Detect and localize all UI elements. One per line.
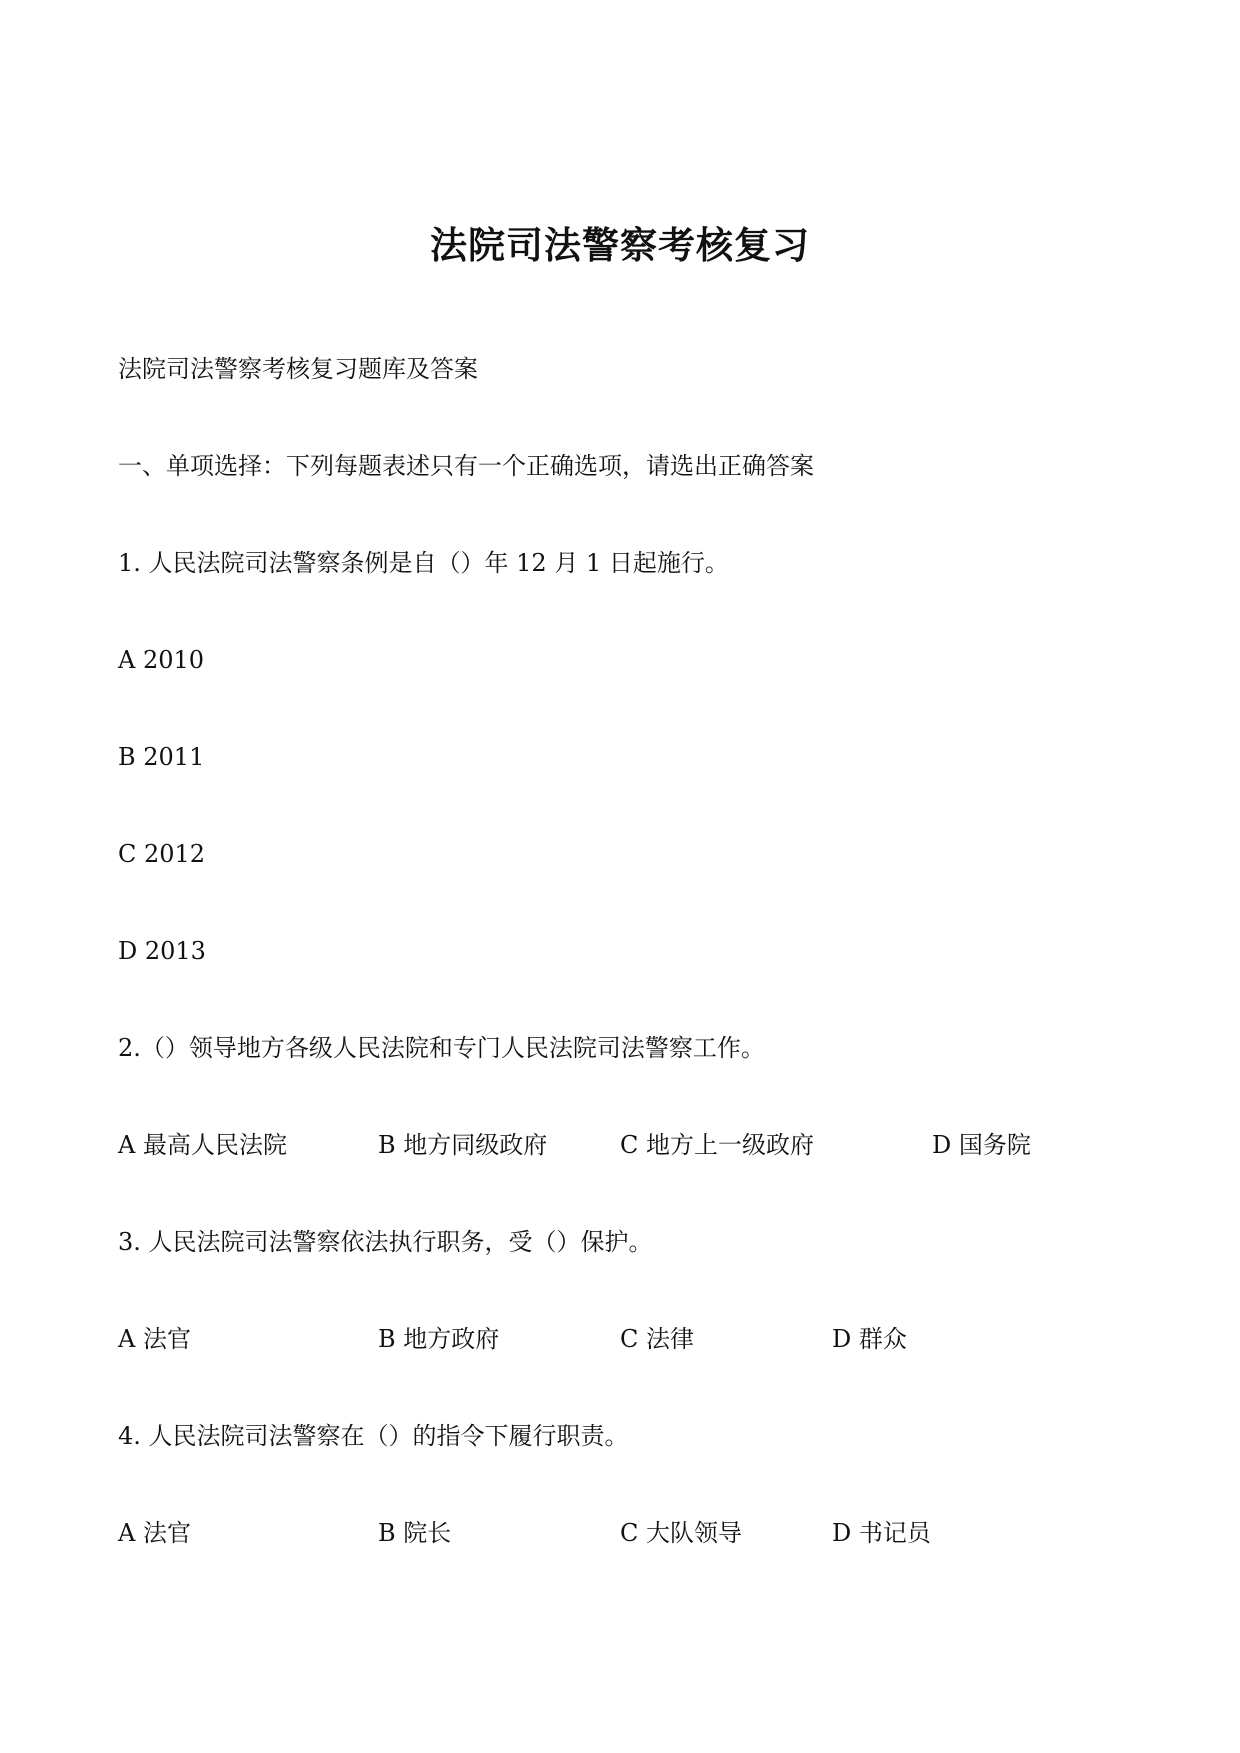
question-2-option-d: D 国务院: [932, 1131, 1031, 1159]
question-4-option-c: C 大队领导: [620, 1519, 742, 1547]
question-1-text: 1. 人民法院司法警察条例是自（）年 12 月 1 日起施行。: [118, 549, 729, 577]
question-4-option-a: A 法官: [118, 1519, 191, 1547]
question-1-option-d: D 2013: [118, 937, 206, 965]
question-2-text: 2.（）领导地方各级人民法院和专门人民法院司法警察工作。: [118, 1034, 765, 1062]
question-2-option-b: B 地方同级政府: [378, 1131, 548, 1159]
question-3-option-b: B 地方政府: [378, 1325, 500, 1353]
question-3-option-d: D 群众: [832, 1325, 907, 1353]
question-4-text: 4. 人民法院司法警察在（）的指令下履行职责。: [118, 1422, 629, 1450]
question-1-option-b: B 2011: [118, 743, 205, 771]
question-2-option-c: C 地方上一级政府: [620, 1131, 814, 1159]
question-4-option-d: D 书记员: [832, 1519, 931, 1547]
question-4-option-b: B 院长: [378, 1519, 452, 1547]
document-subtitle: 法院司法警察考核复习题库及答案: [118, 355, 478, 383]
question-3-option-a: A 法官: [118, 1325, 191, 1353]
question-2-option-a: A 最高人民法院: [118, 1131, 287, 1159]
section-heading: 一、单项选择：下列每题表述只有一个正确选项，请选出正确答案: [118, 452, 814, 480]
page-title: 法院司法警察考核复习: [430, 224, 810, 267]
question-3-option-c: C 法律: [620, 1325, 694, 1353]
question-1-option-a: A 2010: [118, 646, 205, 674]
question-3-text: 3. 人民法院司法警察依法执行职务，受（）保护。: [118, 1228, 653, 1256]
question-1-option-c: C 2012: [118, 840, 206, 868]
